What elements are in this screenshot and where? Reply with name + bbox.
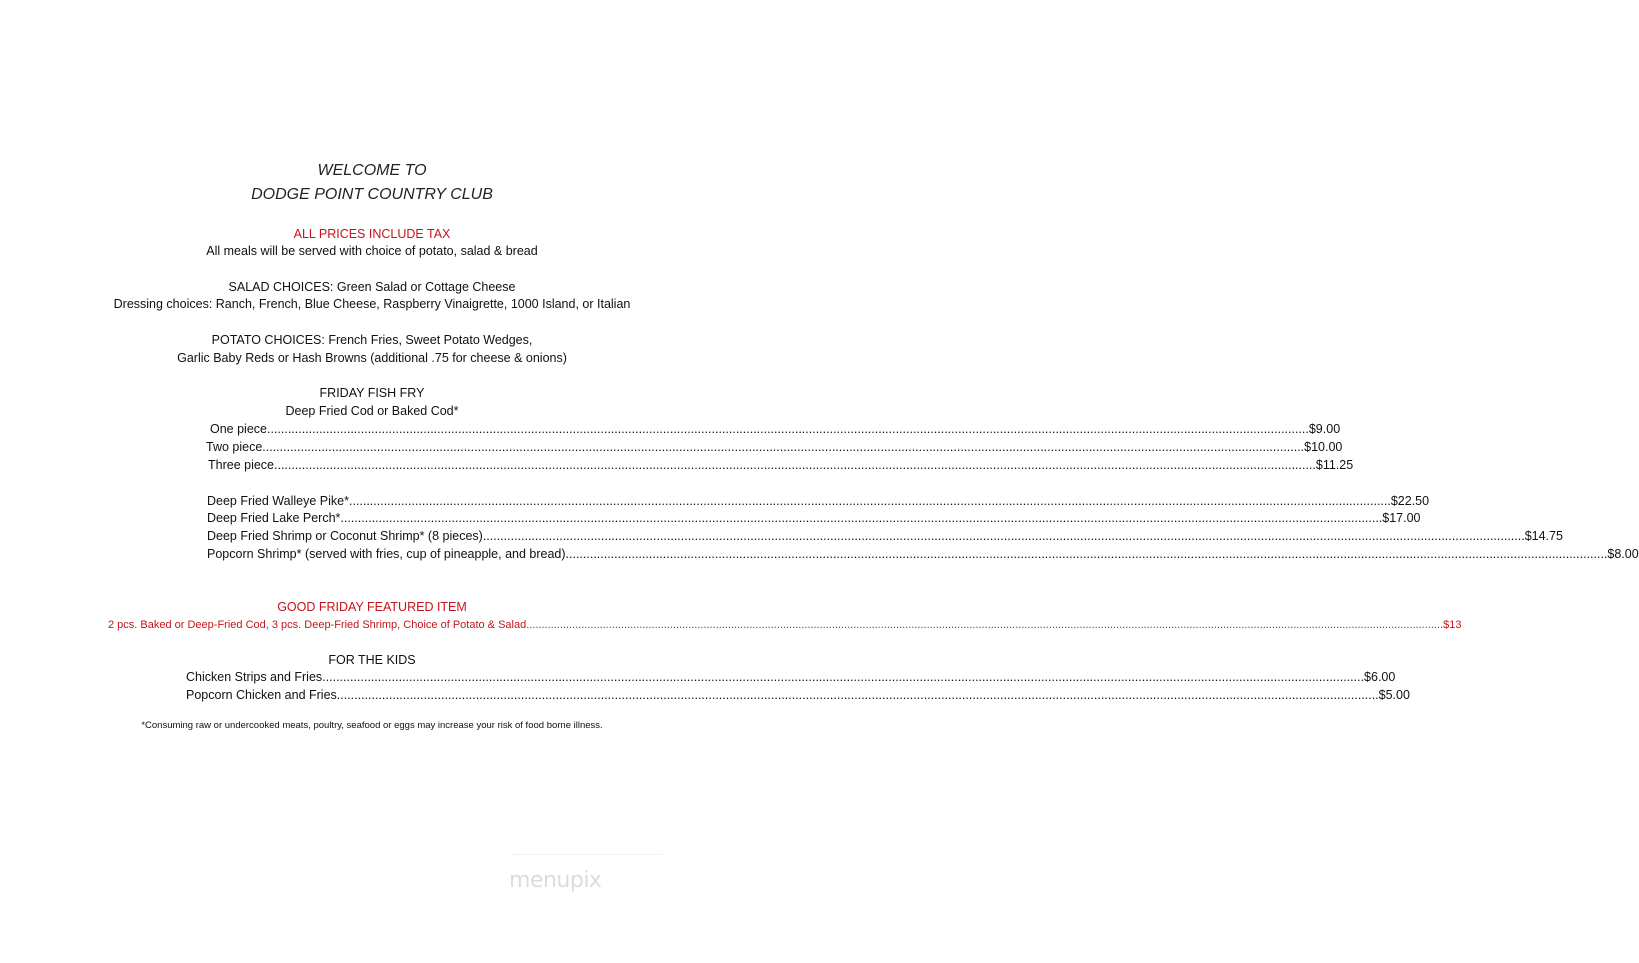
- item-price: $11.25: [1315, 458, 1354, 472]
- item-name: Deep Fried Lake Perch*: [207, 511, 341, 525]
- potato-choices-line2: Garlic Baby Reds or Hash Browns (additional .75 for cheese & onions): [177, 351, 567, 365]
- food-safety-disclaimer: *Consuming raw or undercooked meats, poultry, seafood or eggs may increase your risk of food borne illness.: [141, 720, 603, 731]
- dot-leader: ............................................................................................................................................................................................................................................................................................................: [322, 670, 1365, 684]
- welcome-heading: WELCOME TO: [317, 162, 427, 179]
- menu-item-two-piece: [206, 440, 1343, 454]
- potato-choices-line1: POTATO CHOICES: French Fries, Sweet Potato Wedges,: [211, 333, 533, 347]
- item-price: $9.00: [1308, 422, 1341, 436]
- item-name: Three piece: [208, 458, 275, 472]
- item-price: $6.00: [1364, 670, 1396, 684]
- menu-item-shrimp: [207, 529, 1563, 543]
- featured-price: $13: [1443, 619, 1462, 631]
- fish-fry-heading: FRIDAY FISH FRY: [319, 386, 425, 400]
- item-name: Popcorn Shrimp* (served with fries, cup of pineapple, and bread): [207, 547, 566, 561]
- menu-item-one-piece: [210, 422, 1341, 436]
- menu-item-popcorn-chicken: [186, 688, 1410, 702]
- menu-item-lake-perch: [207, 511, 1421, 525]
- item-price: $22.50: [1390, 494, 1430, 508]
- menu-item-walleye: [207, 494, 1430, 508]
- item-name: Popcorn Chicken and Fries: [186, 688, 337, 702]
- item-price: $14.75: [1524, 529, 1563, 543]
- item-name: Deep Fried Shrimp or Coconut Shrimp* (8 pieces): [207, 529, 483, 543]
- dot-leader: ............................................................................................................................................................................................................................................................................................................: [340, 511, 1383, 525]
- club-name-heading: DODGE POINT COUNTRY CLUB: [251, 186, 493, 203]
- featured-item: [108, 619, 1462, 631]
- item-price: $5.00: [1378, 688, 1410, 702]
- item-price: $10.00: [1304, 440, 1343, 454]
- featured-heading: GOOD FRIDAY FEATURED ITEM: [277, 600, 467, 614]
- menu-item-chicken-strips: [186, 670, 1396, 684]
- tax-notice: ALL PRICES INCLUDE TAX: [293, 227, 451, 241]
- dot-leader: ............................................................................................................................................................................................................................................................................................................: [526, 619, 1444, 631]
- dot-leader: ............................................................................................................................................................................................................................................................................................................: [348, 494, 1391, 508]
- kids-heading: FOR THE KIDS: [328, 653, 416, 667]
- featured-description: 2 pcs. Baked or Deep-Fried Cod, 3 pcs. Deep-Fried Shrimp, Choice of Potato & Salad: [108, 619, 527, 631]
- item-name: One piece: [210, 422, 267, 436]
- fish-fry-subheading: Deep Fried Cod or Baked Cod*: [285, 404, 459, 418]
- dot-leader: ............................................................................................................................................................................................................................................................................................................: [482, 529, 1525, 543]
- item-name: Chicken Strips and Fries: [186, 670, 323, 684]
- item-price: $17.00: [1382, 511, 1421, 525]
- item-name: Deep Fried Walleye Pike*: [207, 494, 349, 508]
- meals-notice: All meals will be served with choice of potato, salad & bread: [206, 244, 538, 258]
- dot-leader: ............................................................................................................................................................................................................................................................................................................: [262, 440, 1305, 454]
- dot-leader: ............................................................................................................................................................................................................................................................................................................: [336, 688, 1379, 702]
- dot-leader: ............................................................................................................................................................................................................................................................................................................: [274, 458, 1316, 472]
- menu-item-popcorn-shrimp: [207, 547, 1639, 561]
- menupix-watermark-logo: menupix: [509, 868, 602, 893]
- menu-item-three-piece: [208, 458, 1354, 472]
- dot-leader: ............................................................................................................................................................................................................................................................................................................: [565, 547, 1608, 561]
- watermark-rule: [512, 854, 662, 855]
- salad-choices: SALAD CHOICES: Green Salad or Cottage Cheese: [228, 280, 516, 294]
- dot-leader: ............................................................................................................................................................................................................................................................................................................: [266, 422, 1309, 436]
- item-name: Two piece: [206, 440, 263, 454]
- dressing-choices: Dressing choices: Ranch, French, Blue Cheese, Raspberry Vinaigrette, 1000 Island, or Italian: [113, 297, 631, 311]
- item-price: $8.00: [1607, 547, 1639, 561]
